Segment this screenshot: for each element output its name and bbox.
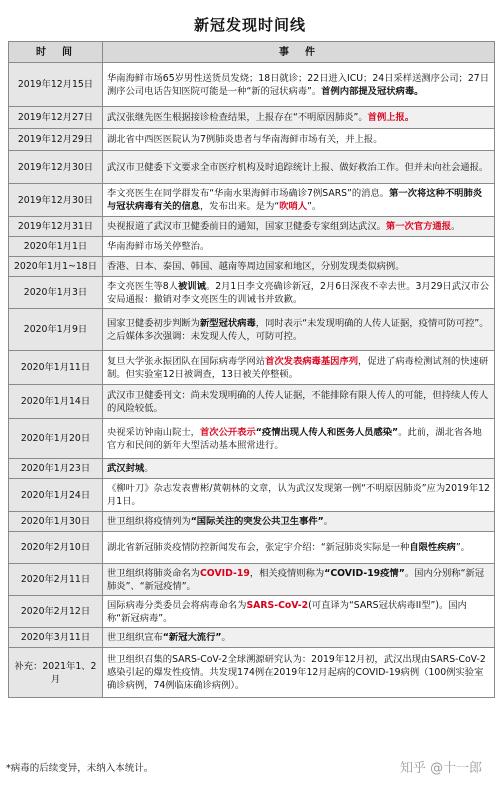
row-event [103, 479, 495, 512]
row-date: 补充：2021年1、2月 [9, 648, 103, 698]
timeline-row [9, 419, 495, 459]
event-highlight-bold: “疫情出现人传人和医务人员感染” [255, 426, 399, 438]
row-event [103, 237, 495, 257]
row-event [103, 107, 495, 129]
timeline-row [9, 479, 495, 512]
event-text: (可直译为“SARS冠状病毒II型”)。国内称“新冠病毒”。 [107, 599, 467, 624]
event-text: 复旦大学张永振团队在国际病毒学网站 [107, 355, 266, 367]
timeline-row [9, 532, 495, 564]
timeline-row [9, 277, 495, 309]
timeline-row [9, 257, 495, 277]
table-header-row [9, 42, 495, 63]
event-text: 《柳叶刀》杂志发表曹彬/黄朝林的文章，认为武汉发现第一例“不明原因肺炎”应为2019年12月1日。 [107, 483, 490, 507]
row-date: 2020年1月11日 [9, 351, 103, 385]
event-text: 。 [144, 463, 154, 474]
timeline-row [9, 648, 495, 698]
event-text: 武汉市卫健委刊文：尚未发现明确的人传人证据，不能排除有限人传人的可能，但持续人传人的风险较低。 [107, 389, 489, 414]
timeline-row [9, 351, 495, 385]
event-highlight-bold: “COVID-19疫情” [324, 567, 405, 579]
row-date: 2020年2月12日 [9, 596, 103, 628]
event-text: 央视采访钟南山院士， [107, 426, 200, 438]
row-date: 2020年1月3日 [9, 277, 103, 309]
row-date: 2019年12月31日 [9, 217, 103, 237]
row-date: 2019年12月30日 [9, 151, 103, 184]
row-date: 2020年1月30日 [9, 512, 103, 532]
timeline-row [9, 107, 495, 129]
event-highlight-red: 吹哨人 [279, 201, 308, 212]
row-event [103, 257, 495, 277]
event-highlight-red: 首次发表病毒基因序列 [265, 355, 359, 367]
event-text: 李文亮医生在同学群发布“华南水果海鲜市场确诊7例SARS”的消息。 [107, 188, 390, 199]
event-text: 武汉张继先医生根据接诊检查结果，上报存在“不明原因肺炎”。 [107, 112, 368, 123]
event-highlight-bold: “国际关注的突发公共卫生事件” [190, 516, 324, 527]
event-text: 湖北省中西医医院认为7例肺炎患者与华南海鲜市场有关，并上报。 [107, 134, 383, 145]
row-event [103, 564, 495, 596]
event-text: 华南海鲜市场关停整治。 [107, 241, 210, 252]
event-highlight-red: 第一次官方通报 [385, 221, 452, 232]
timeline-row [9, 628, 495, 648]
event-text: 世卫组织宣布 [107, 632, 163, 643]
event-highlight-bold: “新冠大流行” [162, 632, 222, 643]
event-text: 湖北省新冠肺炎疫情防控新闻发布会，张定宇介绍：“新冠肺炎实际是一种 [107, 542, 410, 553]
row-event [103, 63, 495, 107]
row-date: 2020年2月10日 [9, 532, 103, 564]
event-column-header: 事 件 [103, 42, 495, 63]
event-highlight-bold: 武汉封城 [107, 463, 145, 474]
event-text: 世卫组织召集的SARS-CoV-2全球溯源研究认为：2019年12月初，武汉出现由SARS-CoV-2感染引起的爆发性疫情。共发现174例在2019年12月起病的COVID-19病例（100例实验室确诊病例，74例临床确诊病例）。 [107, 654, 486, 691]
timeline-row [9, 459, 495, 479]
row-event [103, 628, 495, 648]
event-text: 。 [221, 632, 231, 643]
timeline-table [8, 41, 495, 698]
timeline-row [9, 63, 495, 107]
row-event [103, 184, 495, 217]
event-highlight-red: 首例上报。 [367, 112, 415, 123]
row-date: 2019年12月15日 [9, 63, 103, 107]
row-event [103, 596, 495, 628]
row-date: 2020年1月1~18日 [9, 257, 103, 277]
row-event [103, 532, 495, 564]
event-text: ”。 [455, 542, 470, 553]
row-date: 2020年1月14日 [9, 385, 103, 419]
row-date: 2020年3月11日 [9, 628, 103, 648]
event-text: 。国内分别称“新冠肺炎”、“新冠疫情”。 [107, 567, 485, 592]
event-highlight-bold: 被训诫 [178, 280, 206, 292]
row-date: 2020年1月20日 [9, 419, 103, 459]
event-highlight-bold: 自限性疾病 [409, 542, 456, 553]
row-event [103, 151, 495, 184]
event-text: 。2月1日李文亮确诊新冠，2月6日深夜不幸去世。3月29日武汉市公安局通报：撤销对李文亮医生的训诫书并致歉。 [107, 280, 490, 305]
row-date: 2019年12月27日 [9, 107, 103, 129]
row-date: 2020年1月1日 [9, 237, 103, 257]
row-event [103, 419, 495, 459]
row-event [103, 648, 495, 698]
event-text: 武汉市卫健委下文要求全市医疗机构及时追踪统计上报、做好救治工作。但并未向社会通报。 [107, 161, 489, 173]
row-date: 2020年2月11日 [9, 564, 103, 596]
event-text: ，相关疫情则称为 [249, 567, 325, 579]
timeline-row [9, 184, 495, 217]
timeline-row [9, 129, 495, 151]
event-text: 。 [451, 221, 461, 232]
row-event [103, 385, 495, 419]
event-highlight-bold: 新型冠状病毒 [199, 317, 256, 329]
event-text: 李文亮医生等8人 [107, 280, 178, 292]
event-highlight-red: 首次公开表示 [199, 426, 256, 438]
row-date: 2019年12月30日 [9, 184, 103, 217]
timeline-row [9, 309, 495, 351]
row-date: 2020年1月9日 [9, 309, 103, 351]
timeline-body [9, 63, 495, 698]
event-text: 。 [323, 516, 334, 527]
event-text: 。此前，湖北省各地官方和民间的新年大型活动基本照常进行。 [107, 426, 482, 451]
time-column-header: 时 间 [9, 42, 103, 63]
event-text: 国家卫健委初步判断为 [107, 317, 200, 329]
event-text: ，发布出来。是为“ [199, 201, 280, 212]
row-event [103, 459, 495, 479]
row-event [103, 309, 495, 351]
event-text: 世卫组织将肺炎命名为 [107, 567, 200, 579]
event-text: ，同时表示“未发现明确的人传人证据，疫情可防可控”。之后媒体多次强调：未发现人传人，可防可控。 [107, 317, 489, 342]
event-text: 香港、日本、泰国、韩国、越南等周边国家和地区，分别发现类似病例。 [107, 261, 405, 272]
event-highlight-red: SARS-CoV-2 [246, 599, 309, 611]
event-text: 华南海鲜市场65岁男性送货员发烧；18日就诊；22日进入ICU；24日采样送测序公司；27日测序公司电话告知医院可能是一种“新的冠状病毒”。 [107, 72, 489, 97]
event-text: ”。 [307, 201, 322, 212]
timeline-row [9, 385, 495, 419]
page-title: 新冠发现时间线 [193, 16, 306, 34]
timeline-row [9, 217, 495, 237]
row-event [103, 351, 495, 385]
event-text: 世卫组织将疫情列为 [107, 516, 191, 527]
event-highlight-bold: 首例内部提及冠状病毒。 [321, 85, 424, 97]
footnote: *病毒的后续变异，未纳入本统计。 [6, 763, 154, 774]
timeline-row [9, 596, 495, 628]
timeline-row [9, 512, 495, 532]
watermark: 知乎 @十一郎 [400, 761, 483, 776]
row-date: 2020年1月23日 [9, 459, 103, 479]
event-text: 央视报道了武汉市卫健委前日的通知，国家卫健委专家组到达武汉。 [107, 221, 386, 232]
timeline-row [9, 237, 495, 257]
row-date: 2020年1月24日 [9, 479, 103, 512]
row-event [103, 129, 495, 151]
timeline-row [9, 151, 495, 184]
event-highlight-bold: 第一次将这种不明肺炎与冠状病毒有关的信息 [107, 188, 483, 212]
row-event [103, 512, 495, 532]
event-text: 国际病毒分类委员会将病毒命名为 [107, 599, 247, 611]
row-event [103, 277, 495, 309]
event-highlight-red: COVID-19 [199, 567, 250, 579]
event-text: ，促进了病毒检测试剂的快速研制。但实验室12日被调查，13日被关停整顿。 [107, 355, 489, 380]
row-event [103, 217, 495, 237]
timeline-row [9, 564, 495, 596]
row-date: 2019年12月29日 [9, 129, 103, 151]
